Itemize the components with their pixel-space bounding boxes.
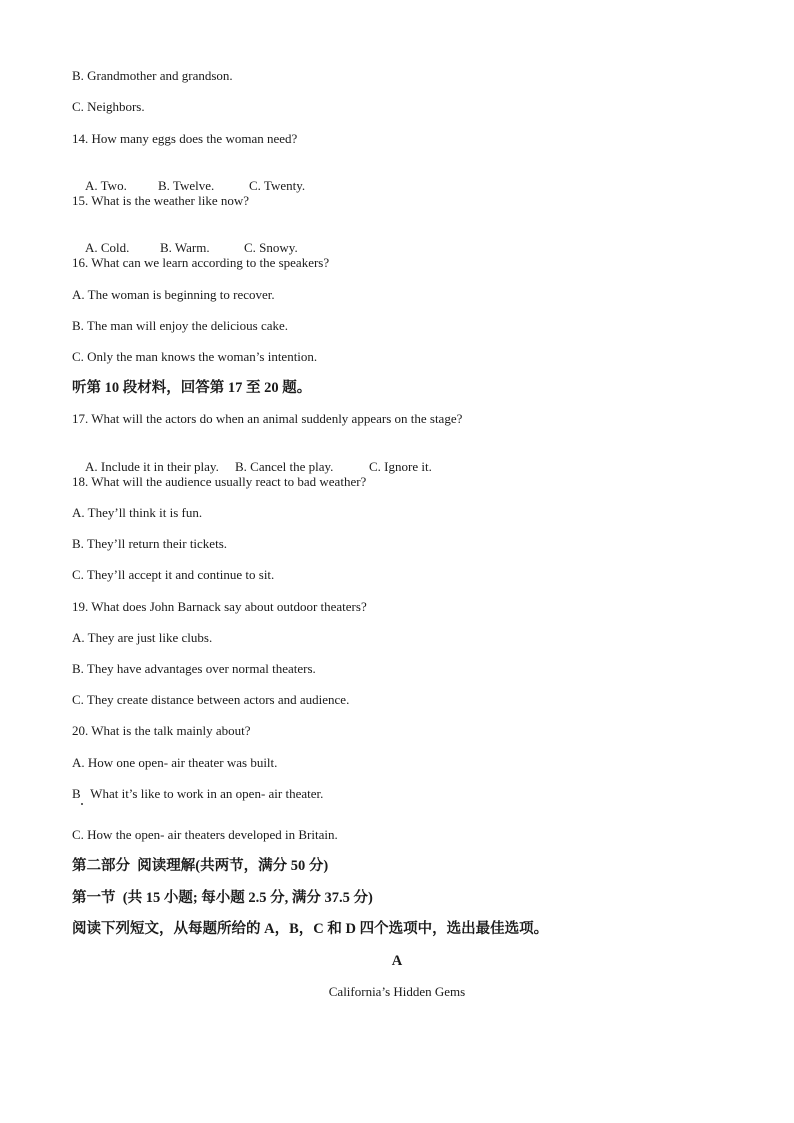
q13-option-c: C. Neighbors. <box>72 99 145 114</box>
reading-instructions: 阅读下列短文，从每题所给的 A，B，C 和 D 四个选项中，选出最佳选项。 <box>72 921 549 937</box>
q19-option-a: A. They are just like clubs. <box>72 630 213 645</box>
q18-option-b: B. They’ll return their tickets. <box>72 536 227 551</box>
q14-question: 14. How many eggs does the woman need? <box>72 131 298 146</box>
q17-option-a: A. Include it in their play. <box>85 459 219 474</box>
q19-option-b: B. They have advantages over normal theaters. <box>72 661 316 676</box>
q20-question: 20. What is the talk mainly about? <box>72 723 251 738</box>
part2-heading: 第二部分 阅读理解(共两节，满分 50 分) <box>72 858 329 874</box>
passage-letter: A <box>391 953 403 969</box>
q16-option-c: C. Only the man knows the woman’s intention. <box>72 349 318 364</box>
q15-question: 15. What is the weather like now? <box>72 193 250 208</box>
q20-option-b: B What it’s like to work in an open- air theater. <box>72 786 324 801</box>
q14-option-c: C. Twenty. <box>249 178 306 193</box>
q14-option-b: B. Twelve. <box>158 178 215 193</box>
q14-option-a: A. Two. <box>85 178 127 193</box>
q19-question: 19. What does John Barnack say about outdoor theaters? <box>72 599 367 614</box>
stray-dot <box>81 803 83 805</box>
q13-option-b: B. Grandmother and grandson. <box>72 68 233 83</box>
q18-option-c: C. They’ll accept it and continue to sit. <box>72 567 275 582</box>
section10-heading: 听第 10 段材料，回答第 17 至 20 题。 <box>72 380 312 396</box>
q18-option-a: A. They’ll think it is fun. <box>72 505 203 520</box>
q16-option-a: A. The woman is beginning to recover. <box>72 287 275 302</box>
q15-option-c: C. Snowy. <box>244 240 298 255</box>
q16-question: 16. What can we learn according to the speakers? <box>72 255 330 270</box>
q16-option-b: B. The man will enjoy the delicious cake. <box>72 318 289 333</box>
q19-option-c: C. They create distance between actors and audience. <box>72 692 350 707</box>
section1-heading: 第一节 (共 15 小题; 每小题 2.5 分, 满分 37.5 分) <box>72 890 373 906</box>
q17-option-c: C. Ignore it. <box>369 459 432 474</box>
q17-question: 17. What will the actors do when an animal suddenly appears on the stage? <box>72 411 463 426</box>
passage-title: California’s Hidden Gems <box>328 984 466 999</box>
q15-option-b: B. Warm. <box>160 240 210 255</box>
q17-option-b: B. Cancel the play. <box>235 459 334 474</box>
q15-option-a: A. Cold. <box>85 240 130 255</box>
q20-option-a: A. How one open- air theater was built. <box>72 755 278 770</box>
q18-question: 18. What will the audience usually react to bad weather? <box>72 474 367 489</box>
q20-option-c: C. How the open- air theaters developed in Britain. <box>72 827 338 842</box>
